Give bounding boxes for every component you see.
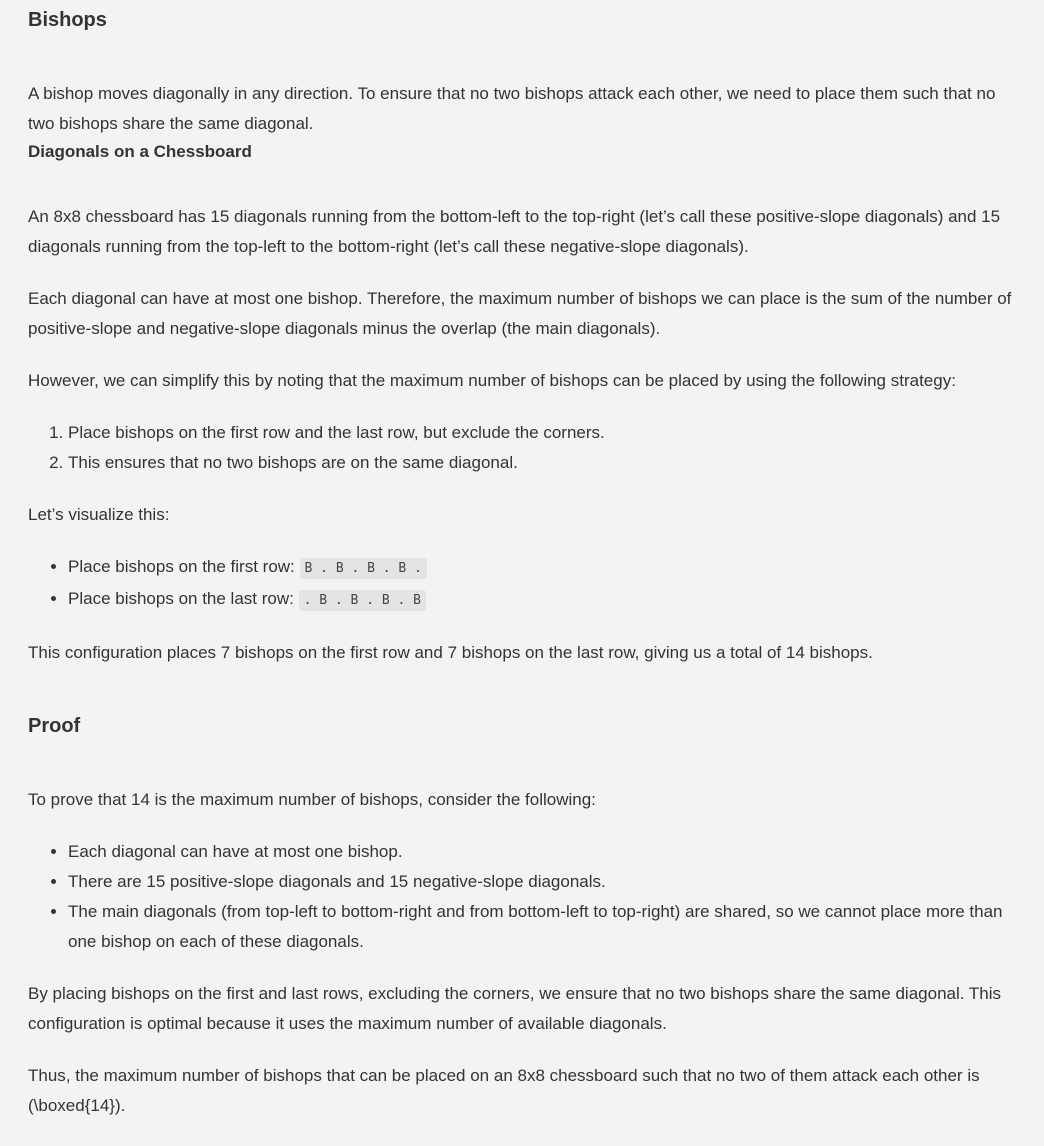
paragraph-closing-answer: Thus, the maximum number of bishops that can be placed on an 8x8 chessboard such that no two of them attack each other is (\boxed{14}). bbox=[28, 1066, 980, 1115]
proof-item: • The main diagonals (from top-left to bottom-right and from bottom-left to top-right) are shared, so we cannot place more than one bishop on each of these diagonals. bbox=[68, 897, 1016, 957]
proof-list bbox=[28, 837, 1016, 957]
visual-item-last-row bbox=[68, 584, 1016, 616]
visual-list bbox=[28, 552, 1016, 616]
visual-item-label: Place bishops on the first row: bbox=[68, 557, 295, 576]
subsection-heading-diagonals: Diagonals on a Chessboard bbox=[28, 142, 252, 161]
proof-item: • There are 15 positive-slope diagonals and 15 negative-slope diagonals. bbox=[68, 867, 1016, 897]
proof-item: • Each diagonal can have at most one bishop. bbox=[68, 837, 1016, 867]
last-row-code: . B . B . B . B bbox=[299, 590, 426, 611]
paragraph-diagonal-limit: Each diagonal can have at most one bishop. Therefore, the maximum number of bishops we can place is the sum of the number of positive-slope and negative-slope diagonals minus the overlap (the main diagonals). bbox=[28, 289, 1012, 338]
visual-item-label: Place bishops on the last row: bbox=[68, 589, 294, 608]
strategy-item: 2. This ensures that no two bishops are on the same diagonal. bbox=[68, 448, 1016, 478]
section-heading-proof: Proof bbox=[28, 715, 81, 737]
strategy-item: 1. Place bishops on the first row and the last row, but exclude the corners. bbox=[68, 418, 1016, 448]
paragraph-configuration: This configuration places 7 bishops on the first row and 7 bishops on the last row, giving us a total of 14 bishops. bbox=[28, 643, 873, 662]
section-heading-bishops: Bishops bbox=[28, 9, 107, 31]
first-row-code: B . B . B . B . bbox=[300, 558, 427, 579]
paragraph-diagonals-count: An 8x8 chessboard has 15 diagonals running from the bottom-left to the top-right (let’s call these positive-slope diagonals) and 15 diagonals running from the top-left to the bottom-right (let’s call these negative-slope diagonals). bbox=[28, 207, 1001, 256]
paragraph-proof-intro: To prove that 14 is the maximum number of bishops, consider the following: bbox=[28, 790, 596, 809]
paragraph-strategy-intro: However, we can simplify this by noting that the maximum number of bishops can be placed by using the following strategy: bbox=[28, 371, 956, 390]
paragraph-closing-optimal: By placing bishops on the first and last rows, excluding the corners, we ensure that no two bishops share the same diagonal. This configuration is optimal because it uses the maximum number of available diagonals. bbox=[28, 984, 1002, 1033]
intro-paragraph: A bishop moves diagonally in any direction. To ensure that no two bishops attack each other, we need to place them such that no two bishops share the same diagonal. bbox=[28, 84, 996, 133]
paragraph-visualize-intro: Let’s visualize this: bbox=[28, 505, 170, 524]
strategy-list bbox=[28, 418, 1016, 478]
visual-item-first-row bbox=[68, 552, 1016, 584]
